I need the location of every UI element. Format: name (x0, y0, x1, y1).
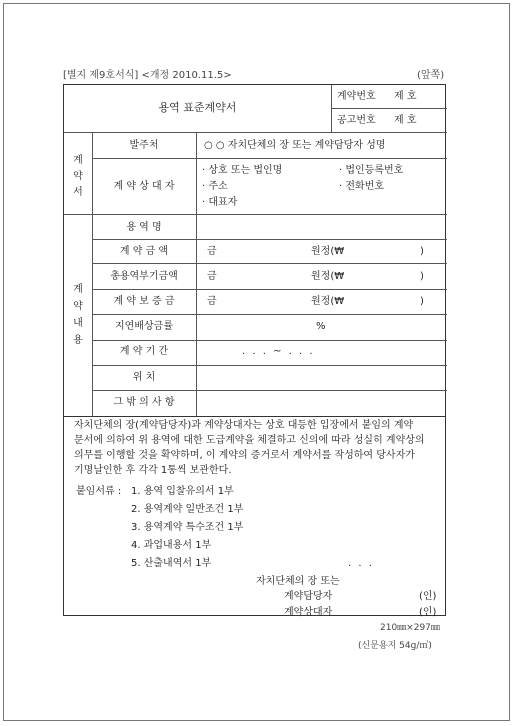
deposit-label: 계 약 보 증 금 (113, 296, 175, 307)
contract-number-field[interactable]: 제 호 (394, 91, 417, 102)
period-label: 계 약 기 간 (119, 346, 169, 357)
row-line (92, 239, 447, 240)
deposit-suffix[interactable]: 원정(₩ (311, 296, 345, 307)
amount-suffix[interactable]: 원정(₩ (311, 246, 345, 257)
amount-prefix: 금 (207, 246, 217, 257)
paper-size: 210㎜×297㎜ (380, 623, 440, 633)
client-label: 발주처 (129, 140, 159, 151)
contractor-address[interactable]: · 주소 (202, 181, 228, 192)
agreement-section (63, 416, 446, 616)
service-name-field[interactable] (197, 215, 446, 239)
late-fee-percent[interactable]: % (316, 321, 326, 332)
contractor-corp-reg[interactable]: · 법인등록번호 (339, 165, 404, 176)
row-line (331, 108, 447, 109)
row-line (92, 340, 447, 341)
other-label: 그 밖 의 사 항 (113, 397, 175, 408)
late-fee-label: 지연배상금률 (115, 321, 173, 332)
other-field[interactable] (197, 391, 446, 416)
contractor-name[interactable]: · 상호 또는 법인명 (202, 165, 283, 176)
parties-group-label: 계 약 서 (73, 155, 83, 198)
amount-close: ) (420, 246, 424, 257)
deposit-prefix: 금 (207, 296, 217, 307)
attachment-item: 2. 용역계약 일반조건 1부 (131, 504, 244, 515)
page-side: (앞쪽) (417, 70, 445, 81)
amount-label: 계 약 금 액 (119, 246, 169, 257)
notice-number-label: 공고번호 (337, 115, 376, 126)
location-field[interactable] (197, 366, 446, 390)
attachment-item: 3. 용역계약 특수조건 1부 (131, 522, 244, 533)
attachments-label: 붙임서류 : (76, 486, 122, 497)
total-amount-suffix[interactable]: 원정(₩ (311, 271, 345, 282)
contract-form-table (63, 84, 446, 417)
deposit-close: ) (420, 296, 424, 307)
service-name-label: 용 역 명 (126, 222, 162, 233)
client-value[interactable]: ○ ○ 자치단체의 장 또는 계약담당자 성명 (204, 140, 386, 151)
total-amount-label: 총용역부기금액 (110, 271, 178, 282)
form-number: [별지 제9호서식] <개정 2010.11.5> (63, 70, 232, 81)
paper-type: (신문용지 54g/㎡) (358, 641, 432, 651)
contractor-label: 계 약 상 대 자 (113, 181, 175, 192)
attachment-item: 5. 산출내역서 1부 (131, 558, 212, 569)
contractor-representative[interactable]: · 대표자 (202, 197, 238, 208)
date-field[interactable]: . . . (348, 558, 374, 569)
contractor-phone[interactable]: · 전화번호 (339, 181, 384, 192)
agreement-paragraph: 자치단체의 장(계약담당자)과 계약상대자는 상호 대등한 입장에서 붙임의 계약 문서에 의하여 위 용역에 대한 도급계약을 체결하고 신의에 따라 성실히 계약상의 의무를 이행할 것을 확약하며, 이 계약의 증거로서 계약서를 작성하여 당사자가 기명날인한 후 각각 1통씩 보관한다. (74, 420, 425, 476)
signer-1-label: 계약담당자 (284, 591, 333, 602)
row-line (64, 132, 447, 133)
row-line (92, 314, 447, 315)
signer-2-label: 계약상대자 (284, 607, 333, 618)
total-amount-close: ) (420, 271, 424, 282)
col-line (331, 85, 332, 132)
contract-title: 용역 표준계약서 (158, 101, 237, 114)
attachment-item: 4. 과업내용서 1부 (131, 540, 212, 551)
content-group-label: 계 약 내 용 (73, 284, 83, 346)
signer-1-seal[interactable]: (인) (419, 591, 437, 602)
row-line (92, 263, 447, 264)
notice-number-field[interactable]: 제 호 (394, 115, 417, 126)
contract-number-label: 계약번호 (337, 91, 376, 102)
signer-2-seal[interactable]: (인) (419, 607, 437, 618)
row-line (92, 289, 447, 290)
total-amount-prefix: 금 (207, 271, 217, 282)
row-line (92, 158, 447, 159)
period-value[interactable]: . . . ~ . . . (242, 346, 315, 357)
signer-title: 자치단체의 장 또는 (256, 576, 340, 587)
attachment-item: 1. 용역 입찰유의서 1부 (131, 486, 234, 497)
location-label: 위 치 (132, 372, 156, 383)
